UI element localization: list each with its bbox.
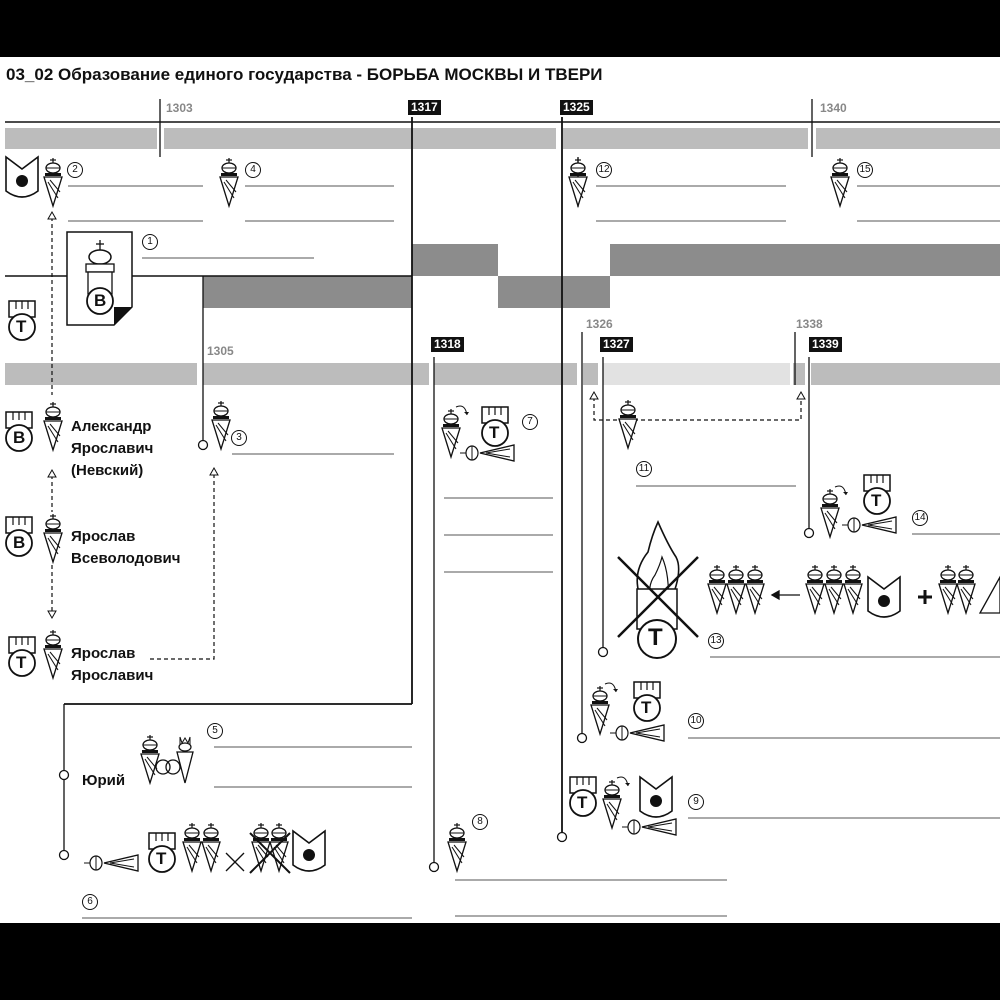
year-1303: 1303 [166,101,193,115]
tver-badge: Т [156,849,167,868]
three-princes-left [708,565,764,613]
marker-7: 7 [522,414,538,430]
year-1325: 1325 [560,100,593,115]
vladimir-badge: В [13,533,26,552]
left-arrow [772,591,800,599]
marker-13: 13 [708,633,724,649]
year-1318: 1318 [431,337,464,352]
marker-14: 14 [912,510,928,526]
timeline-diagram [0,57,1000,923]
person-alexander-nevsky: Александр Ярославич (Невский) [71,418,154,479]
dashed-links [52,217,801,659]
person-yaroslav-yaroslavich: Ярослав Ярославич [71,645,154,684]
person-yuri: Юрий [82,772,126,789]
vladimir-badge: В [13,428,26,447]
crossed-swords [226,853,244,871]
tver-badge: Т [489,423,500,442]
person-yaroslav-vsevolodovich: Ярослав Всеволодович [71,528,181,567]
tver-badge: Т [871,491,882,510]
plus-sign [918,590,932,604]
tver-badge: Т [577,793,588,812]
marker-8: 8 [472,814,488,830]
marker-10: 10 [688,713,704,729]
year-1305: 1305 [207,344,234,358]
year-1326: 1326 [586,317,613,331]
year-1340: 1340 [820,101,847,115]
marker-4: 4 [245,162,261,178]
diagram-sheet [0,57,1000,923]
marker-3: 3 [231,430,247,446]
bands [5,128,1000,385]
marker-2: 2 [67,162,83,178]
marker-15: 15 [857,162,873,178]
year-1338: 1338 [796,317,823,331]
tver-badge: Т [648,624,663,651]
tver-badge: Т [641,698,652,717]
page-title: 03_02 Образование единого государства - БОРЬБА МОСКВЫ И ТВЕРИ [6,65,603,84]
three-princes-right [806,565,862,613]
marker-9: 9 [688,794,704,810]
year-1327: 1327 [600,337,633,352]
year-1339: 1339 [809,337,842,352]
vladimir-badge: В [94,291,107,310]
marker-12: 12 [596,162,612,178]
tver-badge: Т [16,653,27,672]
marker-11: 11 [636,461,652,477]
tver-badge: Т [16,317,27,336]
marker-6: 6 [82,894,98,910]
marker-5: 5 [207,723,223,739]
year-1317: 1317 [408,100,441,115]
two-princes [939,565,975,613]
marker-1: 1 [142,234,158,250]
